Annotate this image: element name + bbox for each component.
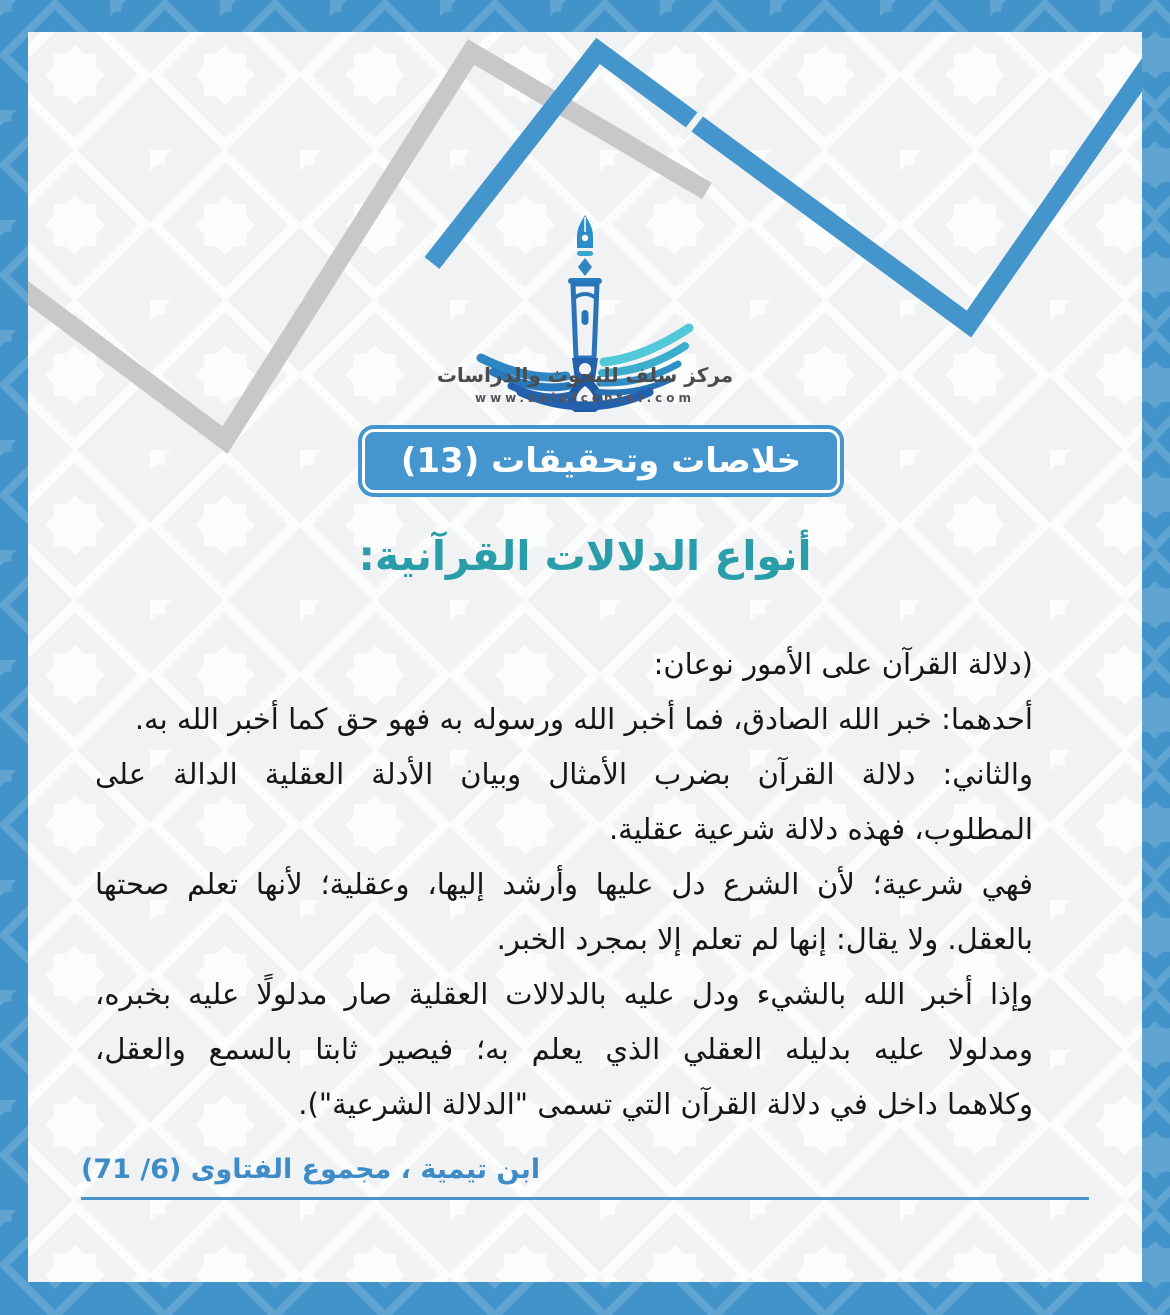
series-banner-label: خلاصات وتحقيقات (13) <box>400 441 802 481</box>
org-website: www.salafcenter.com <box>474 391 696 405</box>
quote-line: أحدهما: خبر الله الصادق، فما أخبر الله ورسوله به فهو حق كما أخبر الله به. <box>134 702 1033 736</box>
quote-line: ومدلولا عليه بدليله العقلي الذي يعلم به؛ فيصير ثابتا بالسمع والعقل، <box>95 1032 1033 1066</box>
quote-line: والثاني: دلالة القرآن بضرب الأمثال وبيان الأدلة العقلية الدالة على <box>95 757 1033 791</box>
quote-line: وكلاهما داخل في دلالة القرآن التي تسمى "الدلالة الشرعية"). <box>298 1087 1033 1121</box>
quote-line: المطلوب، فهذه دلالة شرعية عقلية. <box>608 812 1033 846</box>
pen-nib-icon <box>577 215 593 276</box>
divider-rule <box>81 1197 1089 1200</box>
org-name: مركز سلف للبحوث والدراسات <box>436 363 734 387</box>
series-banner-border <box>362 429 840 493</box>
quote-line: بالعقل. ولا يقال: إنها لم تعلم إلا بمجرد الخبر. <box>496 922 1033 956</box>
quote-line: فهي شرعية؛ لأن الشرع دل عليها وأرشد إليها، وعقلية؛ لأنها تعلم صحتها <box>95 867 1033 901</box>
attribution: ابن تيمية ، مجموع الفتاوى (6/ 71) <box>81 1154 541 1185</box>
series-banner <box>358 425 844 497</box>
quote-body <box>95 637 1033 1132</box>
quote-line: وإذا أخبر الله بالشيء ودل عليه بالدلالات العقلية صار مدلولًا عليه بخبره، <box>95 977 1033 1011</box>
page-title: أنواع الدلالات القرآنية: <box>358 532 812 580</box>
quote-line: (دلالة القرآن على الأمور نوعان: <box>653 647 1033 681</box>
